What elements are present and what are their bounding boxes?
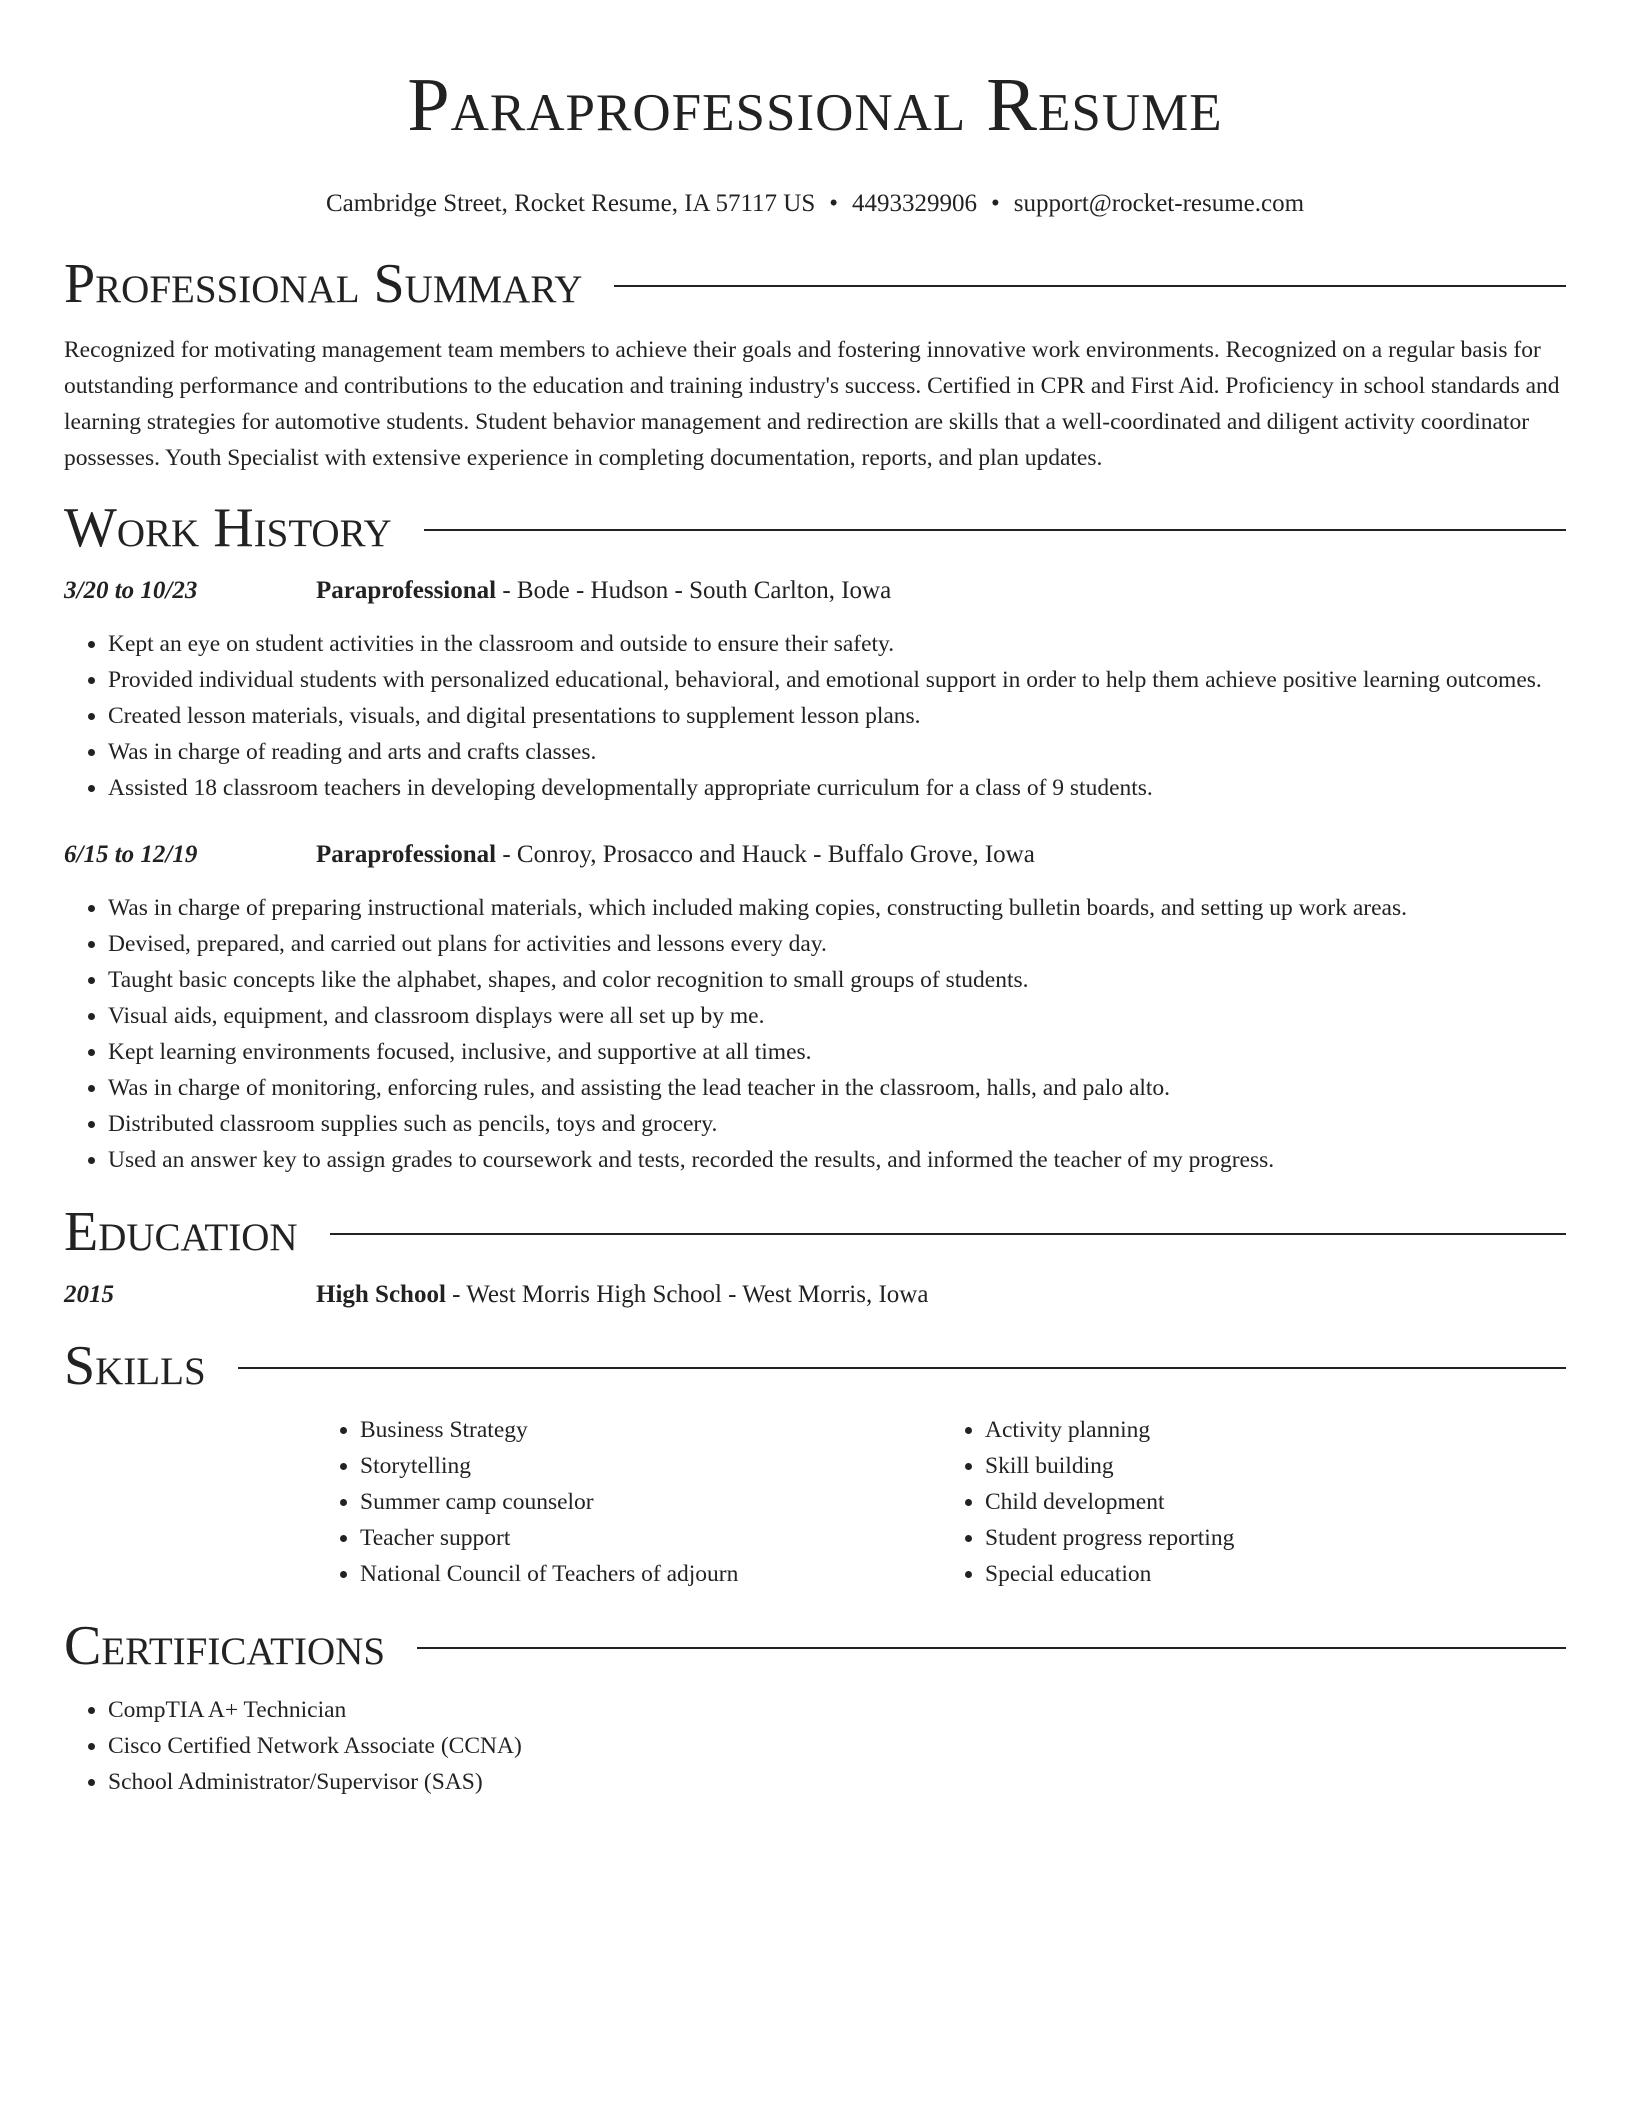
job-entry xyxy=(64,838,1566,1178)
contact-line xyxy=(64,188,1566,220)
contact-separator: • xyxy=(829,190,838,217)
education-details: - West Morris High School - West Morris, Iowa xyxy=(445,1281,929,1308)
list-item: • Taught basic concepts like the alphabet, shapes, and color recognition to small groups of students. xyxy=(108,962,1566,998)
job-header xyxy=(64,838,1566,872)
certifications-heading: Certifications xyxy=(64,1615,386,1677)
section-divider xyxy=(417,1647,1566,1649)
job-dates: 6/15 to 12/19 xyxy=(64,841,198,868)
list-item: • Distributed classroom supplies such as pencils, toys and grocery. xyxy=(108,1106,1566,1142)
contact-address: Cambridge Street, Rocket Resume, IA 57117 US xyxy=(325,190,816,217)
list-item: • Devised, prepared, and carried out plans for activities and lessons every day. xyxy=(108,926,1566,962)
list-item: • Activity planning xyxy=(985,1412,1566,1448)
job-title: Paraprofessional xyxy=(316,841,497,868)
summary-section-header xyxy=(64,252,1566,316)
certifications-section-header xyxy=(64,1614,1566,1678)
list-item: • Assisted 18 classroom teachers in developing developmentally appropriate curriculum for a class of 9 students. xyxy=(108,770,1566,806)
education-heading: Education xyxy=(64,1201,298,1263)
list-item: • Cisco Certified Network Associate (CCNA) xyxy=(108,1728,1566,1764)
resume-title: Paraprofessional Resume xyxy=(407,63,1223,147)
work-section-header xyxy=(64,496,1566,560)
list-item: • School Administrator/Supervisor (SAS) xyxy=(108,1764,1566,1800)
list-item: • Used an answer key to assign grades to coursework and tests, recorded the results, and informed the teacher of my progress. xyxy=(108,1142,1566,1178)
job-dates: 3/20 to 10/23 xyxy=(64,577,198,604)
list-item: • Summer camp counselor xyxy=(360,1484,941,1520)
list-item: • Special education xyxy=(985,1556,1566,1592)
job-details: - Conroy, Prosacco and Hauck - Buffalo Grove, Iowa xyxy=(496,841,1035,868)
list-item: • National Council of Teachers of adjourn xyxy=(360,1556,941,1592)
skills-section-header xyxy=(64,1334,1566,1398)
job-heading xyxy=(316,838,1035,872)
job-bullets xyxy=(64,626,1566,806)
job-entry xyxy=(64,574,1566,806)
education-section-header xyxy=(64,1200,1566,1264)
list-item: • Teacher support xyxy=(360,1520,941,1556)
skills-list-right xyxy=(941,1412,1566,1592)
list-item: • Was in charge of monitoring, enforcing rules, and assisting the lead teacher in the classroom, halls, and palo alto. xyxy=(108,1070,1566,1106)
list-item: • Skill building xyxy=(985,1448,1566,1484)
contact-phone: 4493329906 xyxy=(852,190,977,217)
work-heading: Work History xyxy=(64,497,392,559)
list-item: • Kept learning environments focused, inclusive, and supportive at all times. xyxy=(108,1034,1566,1070)
job-heading xyxy=(316,574,891,608)
job-title: Paraprofessional xyxy=(316,577,497,604)
summary-heading: Professional Summary xyxy=(64,253,583,315)
contact-separator: • xyxy=(991,190,1000,217)
education-degree: High School xyxy=(316,1281,446,1308)
section-divider xyxy=(424,529,1566,531)
list-item: • Created lesson materials, visuals, and digital presentations to supplement lesson plans. xyxy=(108,698,1566,734)
list-item: • CompTIA A+ Technician xyxy=(108,1692,1566,1728)
contact-email: support@rocket-resume.com xyxy=(1013,190,1305,217)
section-divider xyxy=(238,1367,1566,1369)
list-item: • Kept an eye on student activities in the classroom and outside to ensure their safety. xyxy=(108,626,1566,662)
skills-list-left xyxy=(316,1412,941,1592)
list-item: • Business Strategy xyxy=(360,1412,941,1448)
education-entry xyxy=(64,1278,1566,1312)
skills-columns xyxy=(316,1412,1566,1592)
list-item: • Visual aids, equipment, and classroom displays were all set up by me. xyxy=(108,998,1566,1034)
list-item: • Student progress reporting xyxy=(985,1520,1566,1556)
section-divider xyxy=(330,1233,1566,1235)
job-header xyxy=(64,574,1566,608)
list-item: • Was in charge of preparing instructional materials, which included making copies, constructing bulletin boards, and setting up work areas. xyxy=(108,890,1566,926)
list-item: • Child development xyxy=(985,1484,1566,1520)
education-year: 2015 xyxy=(64,1281,114,1308)
job-bullets xyxy=(64,890,1566,1178)
list-item: • Was in charge of reading and arts and crafts classes. xyxy=(108,734,1566,770)
certifications-list xyxy=(64,1692,1566,1800)
skills-heading: Skills xyxy=(64,1335,206,1397)
summary-text: Recognized for motivating management team members to achieve their goals and fostering innovative work environments. Recognized on a regular basis for outstanding performance and contributions to the education and training industry's success. Certified in CPR and First Aid. Proficiency in school standards and learning strategies for automotive students. Student behavior management and redirection are skills that a well-coordinated and diligent activity coordinator possesses. Youth Specialist with extensive experience in completing documentation, reports, and plan updates. xyxy=(64,337,1560,471)
list-item: • Storytelling xyxy=(360,1448,941,1484)
list-item: • Provided individual students with personalized educational, behavioral, and emotional support in order to help them achieve positive learning outcomes. xyxy=(108,662,1566,698)
section-divider xyxy=(614,285,1566,287)
education-heading-line xyxy=(316,1278,928,1312)
job-details: - Bode - Hudson - South Carlton, Iowa xyxy=(496,577,892,604)
